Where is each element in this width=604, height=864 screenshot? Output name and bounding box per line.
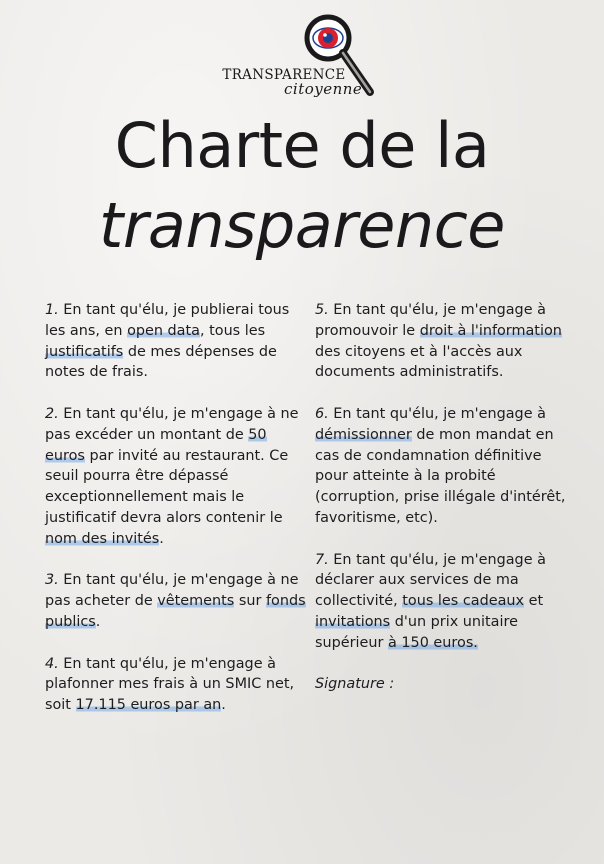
charter-item: [315, 550, 577, 654]
item-text: sur: [234, 593, 266, 610]
item-text: En tant qu'élu, je m'engage à ne pas acheter de: [45, 572, 299, 610]
highlighted-text: démissionner: [315, 426, 412, 443]
item-text: En tant qu'élu, je m'engage à: [328, 405, 546, 422]
item-text: d'un prix unitaire supérieur: [315, 613, 518, 651]
highlighted-text: 17.115 euros par an: [75, 697, 222, 714]
item-text: par invité au restaurant. Ce seuil pourra être dépassé exceptionnellement mais le justificatif devra alors contenir le: [45, 447, 289, 526]
charter-item: [315, 404, 577, 529]
highlighted-text: vêtements: [157, 593, 235, 610]
item-text: de mes dépenses de notes de frais.: [45, 343, 277, 381]
item-number: 5.: [315, 302, 329, 318]
charter-item: [45, 654, 307, 716]
item-text: .: [95, 613, 101, 630]
highlighted-text: open data: [127, 322, 200, 339]
left-column: [45, 300, 307, 737]
item-text: En tant qu'élu, je publierai tous les ans, en: [45, 302, 290, 339]
item-number: 7.: [315, 551, 329, 568]
highlighted-text: 50 euros: [45, 426, 267, 464]
item-text: .: [221, 697, 226, 714]
item-text: En tant qu'élu, je m'engage à déclarer aux services de ma collectivité,: [315, 551, 546, 610]
charter-item: [45, 570, 307, 632]
highlighted-text: fonds publics: [45, 593, 306, 630]
highlighted-text: invitations: [315, 613, 391, 630]
charter-item: [45, 300, 307, 383]
item-text: En tant qu'élu, je m'engage à plafonner mes frais à un SMIC net, soit: [45, 655, 295, 714]
item-number: 6.: [315, 405, 329, 422]
item-text: .: [159, 530, 164, 547]
charter-item: [45, 404, 307, 550]
item-number: 4.: [45, 655, 59, 672]
item-number: 1.: [45, 302, 59, 318]
item-number: 3.: [45, 572, 59, 589]
charter-item: [315, 300, 577, 383]
highlighted-text: tous les cadeaux: [402, 593, 525, 610]
highlighted-text: à 150 euros.: [388, 634, 478, 651]
page-title-line-1: Charte de la: [114, 109, 490, 182]
item-text: En tant qu'élu, je m'engage à ne pas excéder un montant de: [45, 405, 299, 443]
item-text: , tous les: [199, 322, 266, 339]
item-text: des citoyens et à l'accès aux documents administratifs.: [315, 343, 523, 381]
item-text: et: [524, 593, 544, 610]
highlighted-text: nom des invités: [45, 530, 160, 547]
signature-label: Signature :: [315, 676, 395, 693]
logo: [222, 12, 382, 117]
page-title-line-2: transparence: [99, 189, 505, 262]
item-number: 2.: [45, 405, 59, 422]
highlighted-text: justificatifs: [45, 343, 124, 360]
item-text: de mon mandat en cas de condamnation définitive pour atteinte à la probité (corruption, prise illégale d'intérêt, favoritisme, etc).: [315, 426, 566, 526]
highlighted-text: droit à l'information: [419, 322, 562, 339]
logo-script: citoyenne: [284, 80, 363, 98]
right-column: [315, 300, 577, 695]
logo-word: TRANSPARENCE: [222, 67, 346, 83]
item-text: En tant qu'élu, je m'engage à promouvoir le: [315, 302, 546, 339]
